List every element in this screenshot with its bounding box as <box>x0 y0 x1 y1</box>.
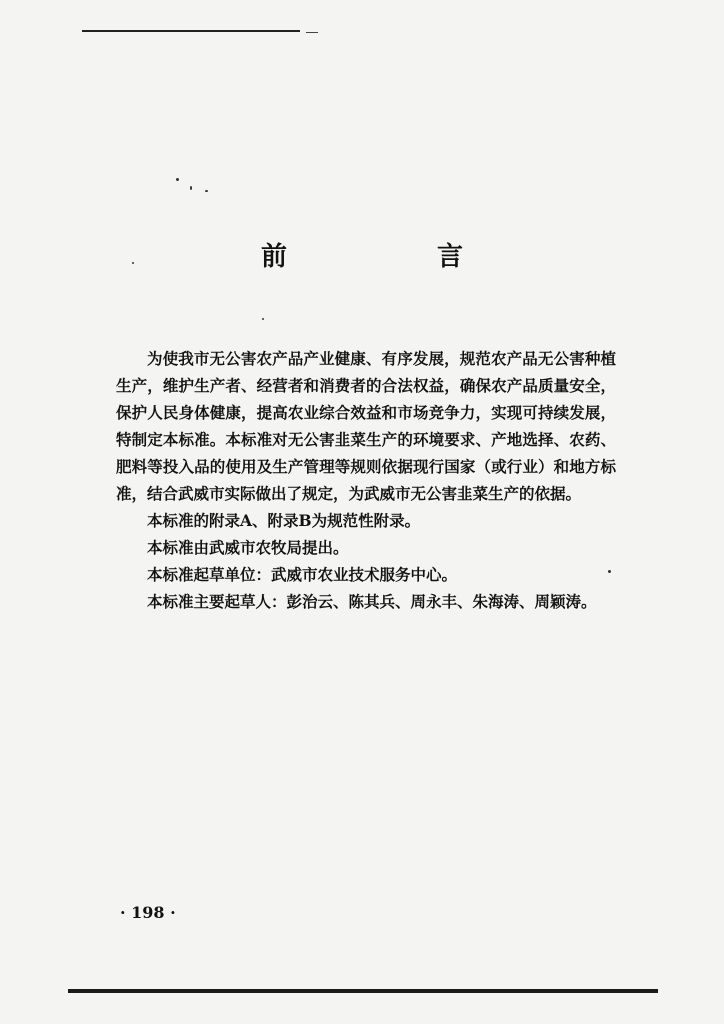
paragraph: 本标准的附录A、附录B为规范性附录。 <box>147 511 421 530</box>
page-number: · 198 · <box>120 903 176 922</box>
scan-speck <box>205 190 208 192</box>
scan-speck <box>176 178 179 181</box>
page-title: 前 言 <box>260 242 525 272</box>
top-rule <box>82 30 300 32</box>
document-body <box>116 345 616 615</box>
bottom-rule <box>68 989 658 993</box>
paragraph: 本标准主要起草人：彭治云、陈其兵、周永丰、朱海涛、周颖涛。 <box>147 592 597 611</box>
scan-speck <box>262 318 264 320</box>
scan-speck <box>190 186 192 190</box>
paragraph: 本标准由武威市农牧局提出。 <box>147 538 349 557</box>
paragraph: 本标准起草单位：武威市农业技术服务中心。 <box>147 565 458 584</box>
top-rule-tail <box>306 32 318 33</box>
paragraph: 为使我市无公害农产品产业健康、有序发展，规范农产品无公害种植生产，维护生产者、经营者和消费者的合法权益，确保农产品质量安全，保护人民身体健康，提高农业综合效益和市场竞争力，实现可持续发展，特制定本标准。本标准对无公害韭菜生产的环境要求、产地选择、农药、肥料等投入品的使用及生产管理等规则依据现行国家（或行业）和地方标准，结合武威市实际做出了规定，为武威市无公害韭菜生产的依据。 <box>116 349 616 503</box>
